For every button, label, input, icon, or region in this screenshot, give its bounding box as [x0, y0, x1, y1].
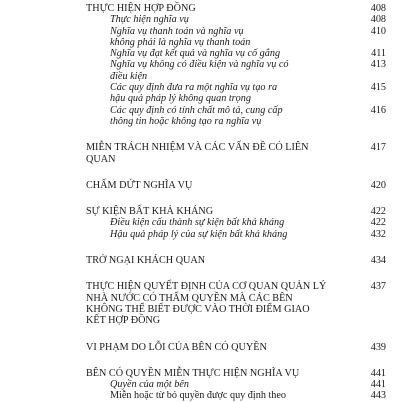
toc-entry-page: 408 — [370, 3, 386, 14]
toc-entry — [86, 82, 386, 105]
toc-entry-title: THỰC HIỆN HỢP ĐỒNG — [86, 3, 196, 14]
toc-entry — [86, 59, 386, 82]
toc-entry-title: Các quy định có tính chất mô tả, cung cấp thông tin hoặc không tạo ra nghĩa vụ — [110, 104, 283, 127]
toc-entry — [86, 229, 386, 240]
toc-entry-page: 439 — [370, 341, 386, 353]
toc-entry — [86, 342, 386, 353]
toc-entry-title: Nghĩa vụ đạt kết quả và nghĩa vụ cố gắng — [110, 48, 281, 60]
toc-entry — [86, 255, 386, 266]
toc-entry-page: 437 — [370, 281, 386, 293]
toc-entry — [86, 48, 386, 59]
toc-entry-title: Hậu quả pháp lý của sự kiện bất khả kháng — [110, 228, 288, 240]
toc-entry — [86, 368, 386, 379]
toc-entry-title: Điều kiện cấu thành sự kiện bất khả kháng — [110, 217, 285, 229]
toc-entry-page: 434 — [370, 255, 386, 267]
toc-entry — [86, 105, 386, 128]
toc-entry — [86, 206, 386, 217]
toc-entry-page: 443 — [370, 390, 386, 402]
table-of-contents — [86, 0, 386, 402]
toc-entry-page: 422 — [370, 217, 386, 229]
toc-entry-title: Thực hiện nghĩa vụ — [110, 14, 189, 26]
toc-entry-title: Quyền của một bên — [110, 379, 189, 391]
toc-entry-title: BÊN CÓ QUYỀN MIỄN THỰC HIỆN NGHĨA VỤ — [86, 367, 300, 379]
toc-entry-title: Nghĩa vụ không có điều kiện và nghĩa vụ có điều kiện — [110, 59, 289, 82]
toc-entry — [86, 3, 386, 14]
toc-entry-page: 410 — [370, 25, 386, 37]
toc-entry — [86, 217, 386, 228]
toc-entry-page: 441 — [370, 379, 386, 391]
toc-entry-title: MIỄN TRÁCH NHIỆM VÀ CÁC VẤN ĐỀ CÓ LIÊN QUAN — [86, 142, 309, 165]
toc-entry-page: 413 — [370, 59, 386, 71]
toc-entry-page: 441 — [370, 367, 386, 379]
toc-entry-page: 422 — [370, 206, 386, 218]
toc-entry-title: Các quy định đưa ra một nghĩa vụ tạo ra hậu quả pháp lý không quan trọng — [110, 82, 278, 105]
toc-entry-page: 416 — [370, 104, 386, 116]
toc-entry-title: SỰ KIỆN BẤT KHẢ KHÁNG — [86, 206, 214, 218]
toc-entry — [86, 14, 386, 25]
toc-entry-title: Miễn hoặc từ bỏ quyền được quy định theo — [110, 390, 287, 402]
toc-entry — [86, 390, 386, 401]
toc-entry-page: 420 — [370, 179, 386, 191]
toc-entry-page: 411 — [371, 48, 386, 60]
toc-entry — [86, 142, 386, 165]
toc-entry-title: TRỞ NGẠI KHÁCH QUAN — [86, 255, 206, 267]
toc-entry-page: 415 — [370, 82, 386, 94]
toc-entry-title: CHẤM DỨT NGHĨA VỤ — [86, 179, 193, 191]
toc-entry — [86, 379, 386, 390]
toc-entry — [86, 26, 386, 49]
toc-entry — [86, 281, 386, 326]
toc-entry-page: 417 — [370, 142, 386, 154]
toc-entry — [86, 180, 386, 191]
toc-entry-title: Nghĩa vụ thanh toán và nghĩa vụ không phải là nghĩa vụ thanh toán — [110, 25, 251, 48]
toc-entry-title: THỰC HIỆN QUYẾT ĐỊNH CỦA CƠ QUAN QUẢN LÝ NHÀ NƯỚC CÓ THẨM QUYỀN MÀ CÁC BÊN KHÔNG THỂ BIẾT ĐƯỢC VÀO THỜI ĐIỂM GIAO KẾT HỢP ĐỒNG — [86, 281, 327, 327]
toc-entry-title: VI PHẠM DO LỖI CỦA BÊN CÓ QUYỀN — [86, 341, 267, 353]
toc-entry-page: 432 — [370, 228, 386, 240]
toc-entry-page: 408 — [370, 14, 386, 26]
